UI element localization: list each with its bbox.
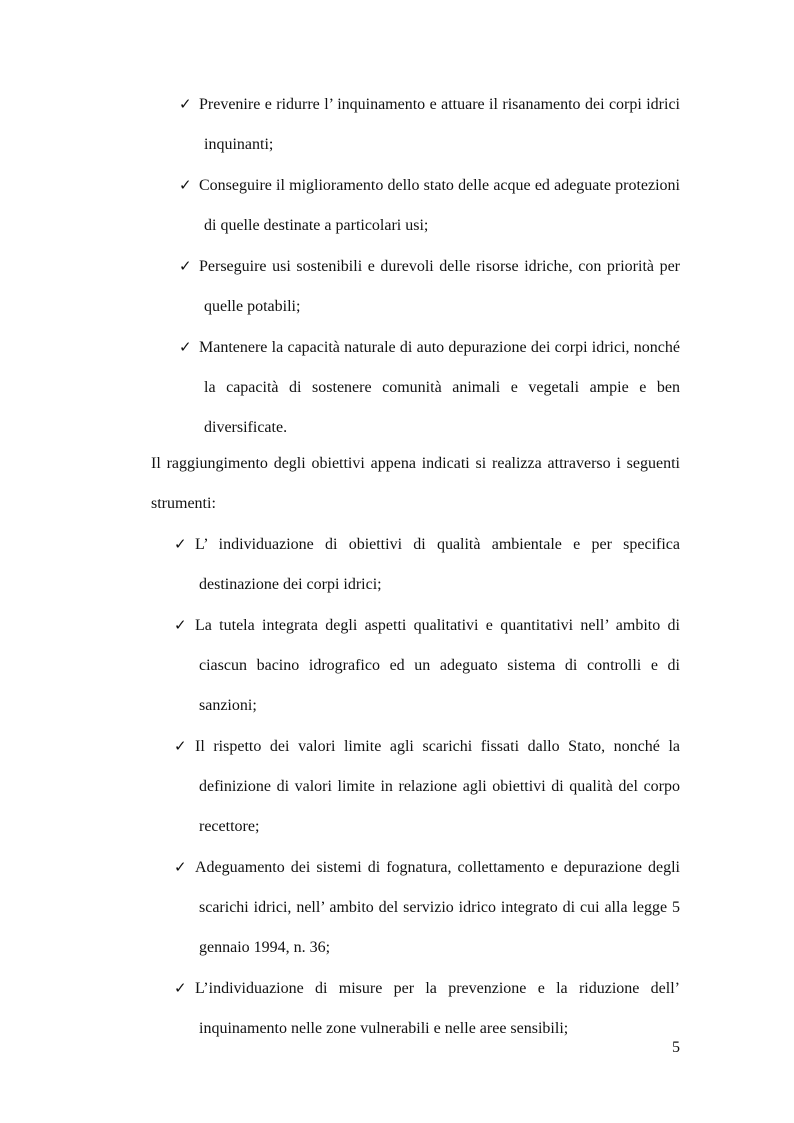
checkmark-icon: ✓: [174, 979, 187, 997]
page-number: 5: [672, 1039, 680, 1056]
list-item-text: L’individuazione di misure per la prevenzione e la riduzione dell’ inquinamento nelle zone vulnerabili e nelle aree sensibili;: [195, 980, 680, 1037]
checkmark-icon: ✓: [174, 616, 187, 634]
list-item: [174, 968, 680, 1049]
checkmark-icon: ✓: [179, 338, 192, 356]
list-item: [179, 327, 680, 448]
checkmark-icon: ✓: [174, 535, 187, 553]
instruments-list: [0, 524, 794, 1049]
body-paragraph: Il raggiungimento degli obiettivi appena indicati si realizza attraverso i seguenti strumenti:: [151, 455, 680, 512]
list-item-text: Il rispetto dei valori limite agli scarichi fissati dallo Stato, nonché la definizione di valori limite in relazione agli obiettivi di qualità del corpo recettore;: [195, 738, 680, 835]
checkmark-icon: ✓: [174, 737, 187, 755]
list-item-text: Mantenere la capacità naturale di auto depurazione dei corpi idrici, nonché la capacità di sostenere comunità animali e vegetali ampie e ben diversificate.: [199, 339, 680, 436]
list-item: [174, 524, 680, 605]
list-item-text: La tutela integrata degli aspetti qualitativi e quantitativi nell’ ambito di ciascun bacino idrografico ed un adeguato sistema di controlli e di sanzioni;: [195, 617, 680, 714]
list-item: [174, 847, 680, 968]
checkmark-icon: ✓: [174, 858, 187, 876]
list-item: [179, 246, 680, 327]
list-item: [179, 84, 680, 165]
list-item-text: Perseguire usi sostenibili e durevoli delle risorse idriche, con priorità per quelle potabili;: [199, 258, 680, 315]
objectives-list: [0, 84, 794, 448]
checkmark-icon: ✓: [179, 257, 192, 275]
checkmark-icon: ✓: [179, 176, 192, 194]
list-item-text: L’ individuazione di obiettivi di qualità ambientale e per specifica destinazione dei corpi idrici;: [195, 536, 680, 593]
list-item-text: Conseguire il miglioramento dello stato delle acque ed adeguate protezioni di quelle destinate a particolari usi;: [199, 177, 680, 234]
list-item: [179, 165, 680, 246]
list-item: [174, 605, 680, 726]
checkmark-icon: ✓: [179, 95, 192, 113]
list-item: [174, 726, 680, 847]
list-item-text: Prevenire e ridurre l’ inquinamento e attuare il risanamento dei corpi idrici inquinanti;: [199, 96, 680, 153]
list-item-text: Adeguamento dei sistemi di fognatura, collettamento e depurazione degli scarichi idrici, nell’ ambito del servizio idrico integrato di cui alla legge 5 gennaio 1994, n. 36;: [195, 859, 680, 956]
